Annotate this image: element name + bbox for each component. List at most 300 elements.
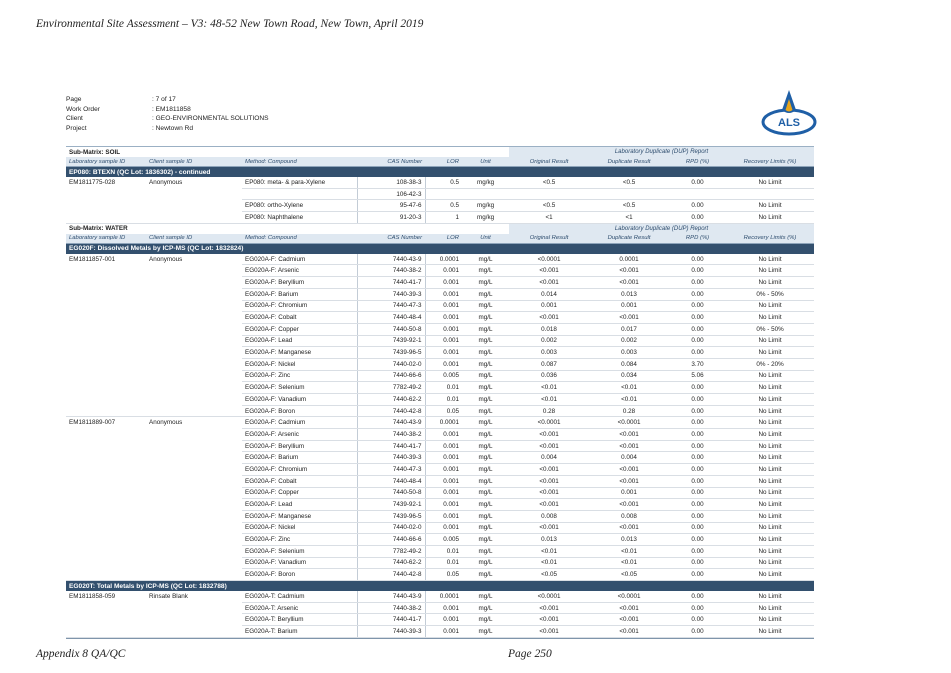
lor: 0.0001 xyxy=(425,254,462,265)
lab-sample-id xyxy=(66,602,146,614)
lor: 0.001 xyxy=(425,347,462,359)
meta-row xyxy=(66,95,269,105)
compound: EP080: Naphthalene xyxy=(242,212,357,224)
table-row xyxy=(66,358,814,370)
lab-sample-id xyxy=(66,569,146,581)
lab-sample-id xyxy=(66,300,146,312)
rpd: 0.00 xyxy=(669,569,726,581)
lab-sample-id xyxy=(66,265,146,277)
lab-sample-id: EM1811858-059 xyxy=(69,593,116,601)
lor: 0.001 xyxy=(425,522,462,534)
recovery-limits: No Limit xyxy=(726,626,814,638)
duplicate-result: <0.001 xyxy=(589,440,669,452)
compound: EG020A-F: Cobalt xyxy=(242,475,357,487)
lab-sample-id xyxy=(66,440,146,452)
compound: EG020A-F: Nickel xyxy=(242,358,357,370)
lab-sample-id xyxy=(66,394,146,406)
rpd: 0.00 xyxy=(669,394,726,406)
column-header-row xyxy=(66,234,814,244)
unit: mg/kg xyxy=(462,177,509,188)
column-header: LOR xyxy=(425,234,462,244)
duplicate-result: <0.05 xyxy=(589,569,669,581)
recovery-limits: No Limit xyxy=(726,200,814,212)
client-sample-id xyxy=(146,394,242,406)
report-meta xyxy=(66,95,269,133)
original-result: 0.036 xyxy=(509,370,589,382)
recovery-limits: No Limit xyxy=(726,522,814,534)
table-row xyxy=(66,499,814,511)
cas-number: 7440-43-9 xyxy=(357,254,425,265)
duplicate-result: 0.001 xyxy=(589,487,669,499)
rpd: 0.00 xyxy=(669,382,726,394)
page-header: Environmental Site Assessment – V3: 48-52 New Town Road, New Town, April 2019 xyxy=(36,18,424,30)
rpd: 0.00 xyxy=(669,464,726,476)
original-result: <0.001 xyxy=(509,626,589,638)
column-header: Recovery Limits (%) xyxy=(726,234,814,244)
recovery-limits: No Limit xyxy=(726,452,814,464)
client-sample-id xyxy=(146,545,242,557)
cas-number: 7440-41-7 xyxy=(357,277,425,289)
lor: 0.001 xyxy=(425,300,462,312)
column-header: LOR xyxy=(425,157,462,167)
meta-row xyxy=(66,105,269,115)
unit: mg/L xyxy=(462,522,509,534)
meta-value: : 7 of 17 xyxy=(152,96,176,104)
lor: 0.05 xyxy=(425,569,462,581)
duplicate-result: 0.013 xyxy=(589,288,669,300)
cas-number: 7440-62-2 xyxy=(357,394,425,406)
table-row xyxy=(66,440,814,452)
duplicate-result: <0.5 xyxy=(589,177,669,188)
original-result: <0.001 xyxy=(509,475,589,487)
original-result: <0.001 xyxy=(509,499,589,511)
lor: 0.005 xyxy=(425,534,462,546)
lab-sample-id xyxy=(66,358,146,370)
cas-number: 7440-50-8 xyxy=(357,487,425,499)
lor: 0.001 xyxy=(425,323,462,335)
column-header: Original Result xyxy=(509,157,589,167)
duplicate-result: 0.084 xyxy=(589,358,669,370)
lor: 0.0001 xyxy=(425,591,462,602)
original-result: <0.01 xyxy=(509,394,589,406)
original-result: <1 xyxy=(509,212,589,224)
client-sample-id xyxy=(146,614,242,626)
client-sample-id xyxy=(146,323,242,335)
recovery-limits: No Limit xyxy=(726,591,814,602)
client-sample-id xyxy=(146,602,242,614)
table-row xyxy=(66,323,814,335)
cas-number: 7440-50-8 xyxy=(357,323,425,335)
cas-number: 7440-43-9 xyxy=(357,417,425,429)
unit: mg/L xyxy=(462,300,509,312)
logo-text: ALS xyxy=(778,117,800,129)
rpd: 0.00 xyxy=(669,626,726,638)
cas-number: 7440-42-8 xyxy=(357,405,425,417)
cas-number: 91-20-3 xyxy=(357,212,425,224)
original-result: <0.0001 xyxy=(509,254,589,265)
client-sample-id xyxy=(146,335,242,347)
table-row xyxy=(66,265,814,277)
unit: mg/L xyxy=(462,452,509,464)
duplicate-result: <0.01 xyxy=(589,545,669,557)
compound: EG020A-F: Lead xyxy=(242,499,357,511)
meta-key: Client xyxy=(66,115,83,123)
dup-report-table xyxy=(66,146,814,638)
method-group-title: EG020T: Total Metals by ICP-MS (QC Lot: 1832788) xyxy=(66,581,814,592)
cas-number: 7440-66-6 xyxy=(357,534,425,546)
table-row xyxy=(66,569,814,581)
dup-report-title: Laboratory Duplicate (DUP) Report xyxy=(509,147,814,158)
duplicate-result: <0.001 xyxy=(589,277,669,289)
original-result: 0.002 xyxy=(509,335,589,347)
rpd: 0.00 xyxy=(669,602,726,614)
table-row xyxy=(66,557,814,569)
compound: EG020A-F: Vanadium xyxy=(242,557,357,569)
lab-sample-id xyxy=(66,464,146,476)
lor: 0.001 xyxy=(425,312,462,324)
unit: mg/L xyxy=(462,591,509,602)
rpd: 0.00 xyxy=(669,475,726,487)
unit: mg/L xyxy=(462,487,509,499)
original-result: <0.001 xyxy=(509,277,589,289)
rpd: 3.70 xyxy=(669,358,726,370)
recovery-limits: No Limit xyxy=(726,312,814,324)
table-row xyxy=(66,464,814,476)
lor: 0.001 xyxy=(425,499,462,511)
client-sample-id xyxy=(146,370,242,382)
column-header: Method: Compound xyxy=(242,234,357,244)
table-row xyxy=(66,417,814,429)
original-result: 0.008 xyxy=(509,510,589,522)
table-row xyxy=(66,312,814,324)
original-result: <0.001 xyxy=(509,614,589,626)
lab-sample-id xyxy=(66,487,146,499)
client-sample-id: Anonymous xyxy=(149,419,183,427)
rpd: 0.00 xyxy=(669,522,726,534)
meta-value: : EM1811858 xyxy=(152,105,191,113)
submatrix-row xyxy=(66,223,814,234)
compound: EP080: meta- & para-Xylene xyxy=(242,177,357,188)
lab-sample-id xyxy=(66,452,146,464)
original-result: <0.001 xyxy=(509,312,589,324)
meta-key: Project xyxy=(66,124,87,132)
duplicate-result: <0.001 xyxy=(589,499,669,511)
column-header: Duplicate Result xyxy=(589,157,669,167)
original-result: <0.01 xyxy=(509,382,589,394)
compound: EG020A-F: Copper xyxy=(242,487,357,499)
compound: EG020A-F: Selenium xyxy=(242,545,357,557)
recovery-limits: No Limit xyxy=(726,429,814,441)
lab-sample-id xyxy=(66,288,146,300)
recovery-limits: No Limit xyxy=(726,254,814,265)
table-row xyxy=(66,429,814,441)
recovery-limits: No Limit xyxy=(726,394,814,406)
lor xyxy=(425,188,462,200)
lor: 0.001 xyxy=(425,602,462,614)
unit: mg/L xyxy=(462,510,509,522)
lor: 0.001 xyxy=(425,475,462,487)
unit: mg/L xyxy=(462,335,509,347)
rpd: 0.00 xyxy=(669,499,726,511)
duplicate-result: 0.0001 xyxy=(589,254,669,265)
client-sample-id xyxy=(146,534,242,546)
unit: mg/kg xyxy=(462,200,509,212)
lab-sample-id xyxy=(66,626,146,638)
cas-number: 7440-48-4 xyxy=(357,475,425,487)
original-result xyxy=(509,188,589,200)
cas-number: 7440-39-3 xyxy=(357,626,425,638)
unit: mg/L xyxy=(462,614,509,626)
table-row xyxy=(66,545,814,557)
duplicate-result: 0.001 xyxy=(589,300,669,312)
table-row xyxy=(66,522,814,534)
recovery-limits: No Limit xyxy=(726,602,814,614)
lor: 0.001 xyxy=(425,464,462,476)
footer-page-number: Page 250 xyxy=(508,648,552,660)
lab-sample-id xyxy=(66,200,146,212)
unit: mg/L xyxy=(462,370,509,382)
recovery-limits: 0% - 50% xyxy=(726,288,814,300)
method-group-title: EP080: BTEXN (QC Lot: 1836302) - continued xyxy=(66,167,814,178)
unit: mg/L xyxy=(462,440,509,452)
original-result: <0.0001 xyxy=(509,417,589,429)
recovery-limits: No Limit xyxy=(726,405,814,417)
original-result: <0.001 xyxy=(509,440,589,452)
original-result: 0.087 xyxy=(509,358,589,370)
client-sample-id xyxy=(146,300,242,312)
cas-number: 7440-66-6 xyxy=(357,370,425,382)
lor: 0.0001 xyxy=(425,417,462,429)
lor: 0.5 xyxy=(425,200,462,212)
rpd: 0.00 xyxy=(669,312,726,324)
lab-sample-id xyxy=(66,188,146,200)
client-sample-id xyxy=(146,569,242,581)
unit: mg/L xyxy=(462,405,509,417)
unit: mg/L xyxy=(462,312,509,324)
lor: 0.01 xyxy=(425,557,462,569)
compound: EG020A-F: Cobalt xyxy=(242,312,357,324)
compound: EG020A-F: Boron xyxy=(242,405,357,417)
cas-number: 7440-47-3 xyxy=(357,300,425,312)
duplicate-result: <0.001 xyxy=(589,602,669,614)
submatrix-row xyxy=(66,147,814,158)
table-row xyxy=(66,405,814,417)
duplicate-result: 0.28 xyxy=(589,405,669,417)
compound: EG020A-F: Arsenic xyxy=(242,429,357,441)
lor: 0.5 xyxy=(425,177,462,188)
table-row xyxy=(66,177,814,188)
cas-number: 7782-49-2 xyxy=(357,382,425,394)
lab-sample-id xyxy=(66,522,146,534)
lor: 0.001 xyxy=(425,335,462,347)
lab-sample-id xyxy=(66,510,146,522)
client-sample-id xyxy=(146,499,242,511)
lab-sample-id xyxy=(66,557,146,569)
table-row xyxy=(66,277,814,289)
method-group-title: EG020F: Dissolved Metals by ICP-MS (QC Lot: 1832824) xyxy=(66,243,814,254)
duplicate-result: <0.0001 xyxy=(589,591,669,602)
column-header: CAS Number xyxy=(357,157,425,167)
cas-number: 7439-96-5 xyxy=(357,510,425,522)
client-sample-id xyxy=(146,405,242,417)
compound: EG020A-F: Cadmium xyxy=(242,417,357,429)
lab-sample-id xyxy=(66,499,146,511)
client-sample-id: Rinsate Blank xyxy=(149,593,188,601)
unit: mg/L xyxy=(462,534,509,546)
table-row xyxy=(66,347,814,359)
table-row xyxy=(66,602,814,614)
cas-number: 7440-47-3 xyxy=(357,464,425,476)
unit: mg/L xyxy=(462,265,509,277)
compound: EG020A-F: Chromium xyxy=(242,300,357,312)
lab-sample-id xyxy=(66,347,146,359)
unit: mg/L xyxy=(462,382,509,394)
rpd: 0.00 xyxy=(669,212,726,224)
table-row xyxy=(66,300,814,312)
lab-sample-id xyxy=(66,475,146,487)
client-sample-id xyxy=(146,288,242,300)
rpd: 0.00 xyxy=(669,300,726,312)
als-logo xyxy=(760,86,818,138)
lab-sample-id xyxy=(66,614,146,626)
compound: EG020A-F: Zinc xyxy=(242,370,357,382)
duplicate-result: <0.001 xyxy=(589,265,669,277)
unit xyxy=(462,188,509,200)
recovery-limits: No Limit xyxy=(726,300,814,312)
dup-report-title: Laboratory Duplicate (DUP) Report xyxy=(509,223,814,234)
unit: mg/L xyxy=(462,323,509,335)
recovery-limits: No Limit xyxy=(726,440,814,452)
recovery-limits: 0% - 20% xyxy=(726,358,814,370)
compound: EG020A-F: Boron xyxy=(242,569,357,581)
rpd: 0.00 xyxy=(669,265,726,277)
lor: 0.005 xyxy=(425,370,462,382)
compound: EG020A-F: Arsenic xyxy=(242,265,357,277)
table-row xyxy=(66,200,814,212)
meta-value: : Newtown Rd xyxy=(152,124,194,132)
cas-number: 7440-02-0 xyxy=(357,358,425,370)
unit: mg/kg xyxy=(462,212,509,224)
client-sample-id xyxy=(146,626,242,638)
client-sample-id: Anonymous xyxy=(149,255,183,263)
unit: mg/L xyxy=(462,358,509,370)
table-row xyxy=(66,335,814,347)
original-result: <0.001 xyxy=(509,429,589,441)
unit: mg/L xyxy=(462,602,509,614)
column-header: CAS Number xyxy=(357,234,425,244)
client-sample-id xyxy=(146,312,242,324)
client-sample-id xyxy=(146,440,242,452)
column-header: RPD (%) xyxy=(669,234,726,244)
meta-key: Page xyxy=(66,96,82,104)
duplicate-result: <0.001 xyxy=(589,626,669,638)
table-row xyxy=(66,370,814,382)
lor: 0.01 xyxy=(425,394,462,406)
rpd: 0.00 xyxy=(669,557,726,569)
lor: 0.001 xyxy=(425,429,462,441)
client-sample-id xyxy=(146,487,242,499)
lor: 0.001 xyxy=(425,510,462,522)
submatrix-label: Sub-Matrix: WATER xyxy=(66,223,357,234)
recovery-limits: No Limit xyxy=(726,487,814,499)
recovery-limits: No Limit xyxy=(726,277,814,289)
duplicate-result: <0.5 xyxy=(589,200,669,212)
column-header: Duplicate Result xyxy=(589,234,669,244)
recovery-limits: No Limit xyxy=(726,382,814,394)
table-row xyxy=(66,288,814,300)
rpd: 0.00 xyxy=(669,591,726,602)
recovery-limits xyxy=(726,188,814,200)
cas-number: 7439-92-1 xyxy=(357,335,425,347)
unit: mg/L xyxy=(462,429,509,441)
table-row xyxy=(66,188,814,200)
cas-number: 7440-42-8 xyxy=(357,569,425,581)
duplicate-result: 0.008 xyxy=(589,510,669,522)
compound: EG020A-F: Barium xyxy=(242,288,357,300)
rpd: 0.00 xyxy=(669,510,726,522)
original-result: <0.5 xyxy=(509,200,589,212)
compound: EG020A-T: Arsenic xyxy=(242,602,357,614)
lab-sample-id xyxy=(66,312,146,324)
lab-sample-id xyxy=(66,370,146,382)
compound: EG020A-F: Manganese xyxy=(242,510,357,522)
lor: 0.001 xyxy=(425,614,462,626)
original-result: <0.001 xyxy=(509,522,589,534)
unit: mg/L xyxy=(462,626,509,638)
unit: mg/L xyxy=(462,545,509,557)
lor: 0.001 xyxy=(425,487,462,499)
client-sample-id xyxy=(146,557,242,569)
lab-sample-id: EM1811889-007 xyxy=(69,419,116,427)
original-result: <0.0001 xyxy=(509,591,589,602)
rpd: 0.00 xyxy=(669,614,726,626)
cas-number: 7440-39-3 xyxy=(357,452,425,464)
method-group-header xyxy=(66,167,814,178)
recovery-limits: No Limit xyxy=(726,614,814,626)
lor: 0.01 xyxy=(425,382,462,394)
client-sample-id xyxy=(146,188,242,200)
recovery-limits: No Limit xyxy=(726,464,814,476)
lor: 0.001 xyxy=(425,277,462,289)
compound: EG020A-F: Beryllium xyxy=(242,440,357,452)
column-header: Original Result xyxy=(509,234,589,244)
duplicate-result: 0.013 xyxy=(589,534,669,546)
compound: EG020A-F: Nickel xyxy=(242,522,357,534)
unit: mg/L xyxy=(462,288,509,300)
lab-sample-id xyxy=(66,545,146,557)
cas-number: 7440-02-0 xyxy=(357,522,425,534)
footer-appendix: Appendix 8 QA/QC xyxy=(36,648,126,660)
duplicate-result: <0.001 xyxy=(589,312,669,324)
client-sample-id xyxy=(146,347,242,359)
lor: 0.01 xyxy=(425,545,462,557)
lab-sample-id: EM1811775-028 xyxy=(69,179,116,187)
meta-row xyxy=(66,114,269,124)
compound: EG020A-F: Lead xyxy=(242,335,357,347)
column-header: Unit xyxy=(462,234,509,244)
duplicate-result xyxy=(589,188,669,200)
method-group-header xyxy=(66,243,814,254)
original-result: <0.5 xyxy=(509,177,589,188)
rpd xyxy=(669,188,726,200)
rpd: 5.06 xyxy=(669,370,726,382)
table-row xyxy=(66,254,814,265)
original-result: <0.001 xyxy=(509,602,589,614)
unit: mg/L xyxy=(462,394,509,406)
column-header: Method: Compound xyxy=(242,157,357,167)
recovery-limits: No Limit xyxy=(726,534,814,546)
meta-key: Work Order xyxy=(66,105,100,113)
